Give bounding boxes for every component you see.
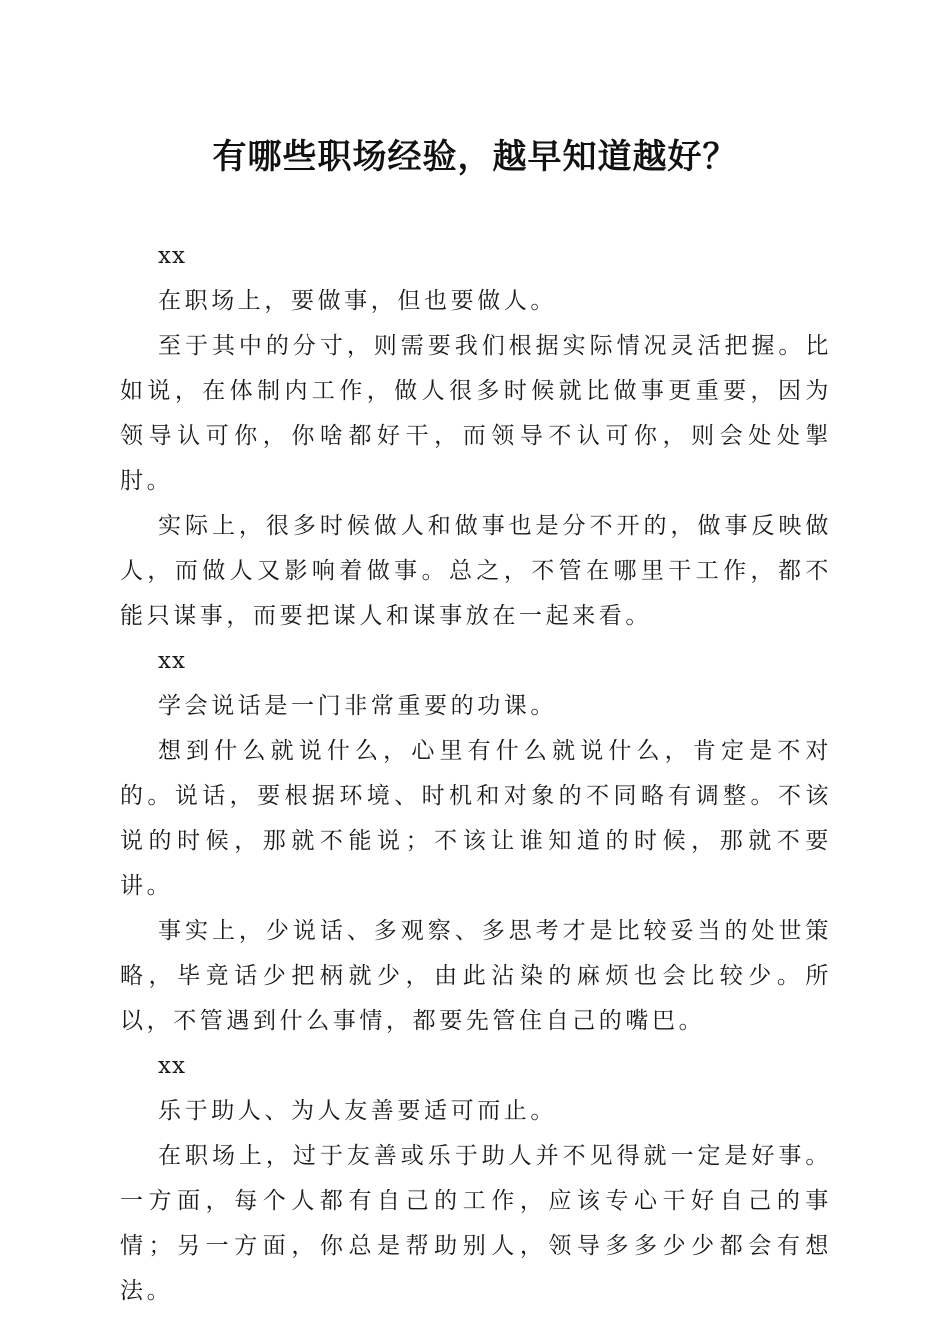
paragraph: 在职场上，过于友善或乐于助人并不见得就一定是好事。一方面，每个人都有自己的工作，应该专心干好自己的事情；另一方面，你总是帮助别人，领导多多少少都会有想法。 [120, 1143, 832, 1304]
paragraph: 想到什么就说什么，心里有什么就说什么，肯定是不对的。说话，要根据环境、时机和对象的不同略有调整。不该说的时候，那就不能说；不该让谁知道的时候，那就不要讲。 [120, 738, 832, 899]
paragraph: 在职场上，要做事，但也要做人。 [158, 288, 557, 314]
section-marker: xx [158, 648, 186, 674]
paragraph: 实际上，很多时候做人和做事也是分不开的，做事反映做人，而做人又影响着做事。总之，不管在哪里干工作，都不能只谋事，而要把谋人和谋事放在一起来看。 [120, 513, 832, 629]
paragraph: 乐于助人、为人友善要适可而止。 [158, 1098, 557, 1124]
section-marker: xx [158, 1053, 186, 1079]
paragraph: 学会说话是一门非常重要的功课。 [158, 693, 557, 719]
document-title: 有哪些职场经验，越早知道越好？ [212, 137, 738, 177]
document-body [120, 234, 832, 1314]
paragraph: 事实上，少说话、多观察、多思考才是比较妥当的处世策略，毕竟话少把柄就少，由此沾染的麻烦也会比较少。所以，不管遇到什么事情，都要先管住自己的嘴巴。 [120, 918, 832, 1034]
paragraph: 至于其中的分寸，则需要我们根据实际情况灵活把握。比如说，在体制内工作，做人很多时候就比做事更重要，因为领导认可你，你啥都好干，而领导不认可你，则会处处掣肘。 [120, 333, 832, 494]
section-marker: xx [158, 243, 186, 269]
